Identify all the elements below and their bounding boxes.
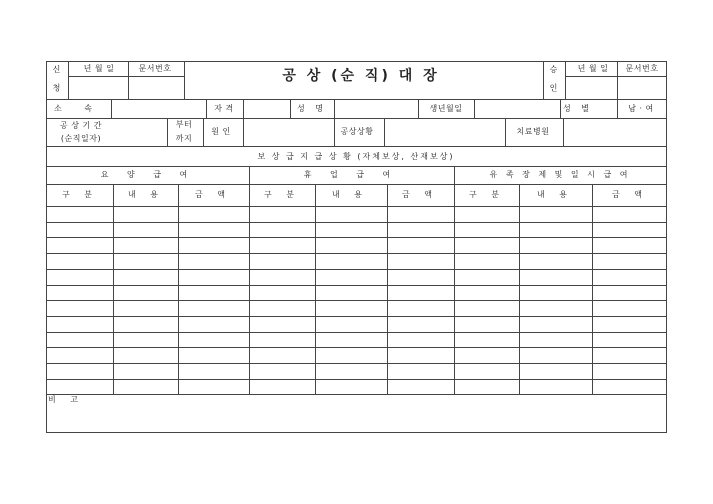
rule-line xyxy=(46,99,666,100)
hospital-label: 치료병원 xyxy=(516,127,550,136)
compensation-section-header: 보 상 급 지 급 상 황 (자체보상, 산재보상) xyxy=(257,152,455,161)
rule-line xyxy=(68,61,69,99)
rule-line xyxy=(46,118,666,119)
period-label: 공 상 기 간 xyxy=(59,121,103,130)
col-header-category: 구 분 xyxy=(469,190,505,199)
rule-line xyxy=(563,118,564,146)
rule-line xyxy=(505,118,506,146)
form-title: 공 상 (순 직) 대 장 xyxy=(282,68,440,84)
table-row-line xyxy=(46,237,666,238)
rule-line xyxy=(203,118,204,146)
remarks-label: 비 고 xyxy=(48,395,84,404)
rule-line xyxy=(290,99,291,118)
table-row-line xyxy=(46,285,666,286)
rule-line xyxy=(617,99,618,118)
apply-side-label: 신 청 xyxy=(52,64,61,96)
table-row-line xyxy=(46,269,666,270)
form-border-left xyxy=(46,61,47,433)
rule-line xyxy=(111,99,112,118)
period-label-sub: (순직일자) xyxy=(60,134,102,143)
table-row-line xyxy=(46,363,666,364)
rule-line xyxy=(243,118,244,146)
gender-value: 남 · 여 xyxy=(628,104,654,113)
rule-line xyxy=(543,61,544,99)
name-label: 성 명 xyxy=(297,104,327,113)
condition-label: 공상상황 xyxy=(340,127,374,136)
col-header-amount: 금 액 xyxy=(195,190,231,199)
table-row-line xyxy=(46,253,666,254)
qualification-label: 자 격 xyxy=(214,104,234,113)
rule-line xyxy=(565,76,666,77)
rule-line xyxy=(474,99,475,118)
period-from-label: 부터 xyxy=(175,120,193,129)
approve-docno-label: 문서번호 xyxy=(625,64,659,73)
col-header-content: 내 용 xyxy=(537,190,573,199)
rule-line xyxy=(334,99,335,118)
approve-side-label: 승 인 xyxy=(549,64,558,96)
rule-line xyxy=(167,118,168,146)
rule-line xyxy=(565,61,566,99)
col-header-content: 내 용 xyxy=(332,190,368,199)
rule-line xyxy=(560,99,561,118)
col-header-amount: 금 액 xyxy=(402,190,438,199)
col-header-category: 구 분 xyxy=(264,190,300,199)
rule-line xyxy=(206,99,207,118)
rule-line xyxy=(249,166,250,394)
group-header-leave: 휴 업 급 여 xyxy=(303,170,399,179)
remarks-separator xyxy=(46,394,666,395)
group-header-survivor: 유 족 장 제 및 일 시 급 여 xyxy=(489,170,631,179)
cause-label: 원 인 xyxy=(211,127,231,136)
birth-label: 생년월일 xyxy=(429,104,463,113)
rule-line xyxy=(46,166,666,167)
col-header-content: 내 용 xyxy=(128,190,164,199)
rule-line xyxy=(384,118,385,146)
table-row-line xyxy=(46,300,666,301)
rule-line xyxy=(243,99,244,118)
rule-line xyxy=(454,166,455,394)
table-row-line xyxy=(46,222,666,223)
table-row-line xyxy=(46,347,666,348)
apply-docno-label: 문서번호 xyxy=(138,64,172,73)
table-row-line xyxy=(46,332,666,333)
col-header-category: 구 분 xyxy=(62,190,98,199)
table-row-line xyxy=(46,379,666,380)
group-header-medical: 요 양 급 여 xyxy=(100,170,196,179)
dept-label: 소 속 xyxy=(54,104,102,113)
approve-date-label: 년 월 일 xyxy=(577,64,609,73)
rule-line xyxy=(46,146,666,147)
form-border-bottom xyxy=(46,432,667,433)
rule-line xyxy=(46,184,666,185)
rule-line xyxy=(128,61,129,99)
rule-line xyxy=(46,206,666,207)
rule-line xyxy=(418,99,419,118)
form-border-right xyxy=(666,61,667,433)
gender-label: 성 별 xyxy=(563,104,593,113)
period-to-label: 까지 xyxy=(175,134,193,143)
rule-line xyxy=(184,61,185,99)
rule-line xyxy=(68,76,184,77)
apply-date-label: 년 월 일 xyxy=(83,64,115,73)
col-header-amount: 금 액 xyxy=(612,190,648,199)
form-border-top xyxy=(46,61,667,62)
table-row-line xyxy=(46,316,666,317)
rule-line xyxy=(617,61,618,99)
rule-line xyxy=(334,118,335,146)
